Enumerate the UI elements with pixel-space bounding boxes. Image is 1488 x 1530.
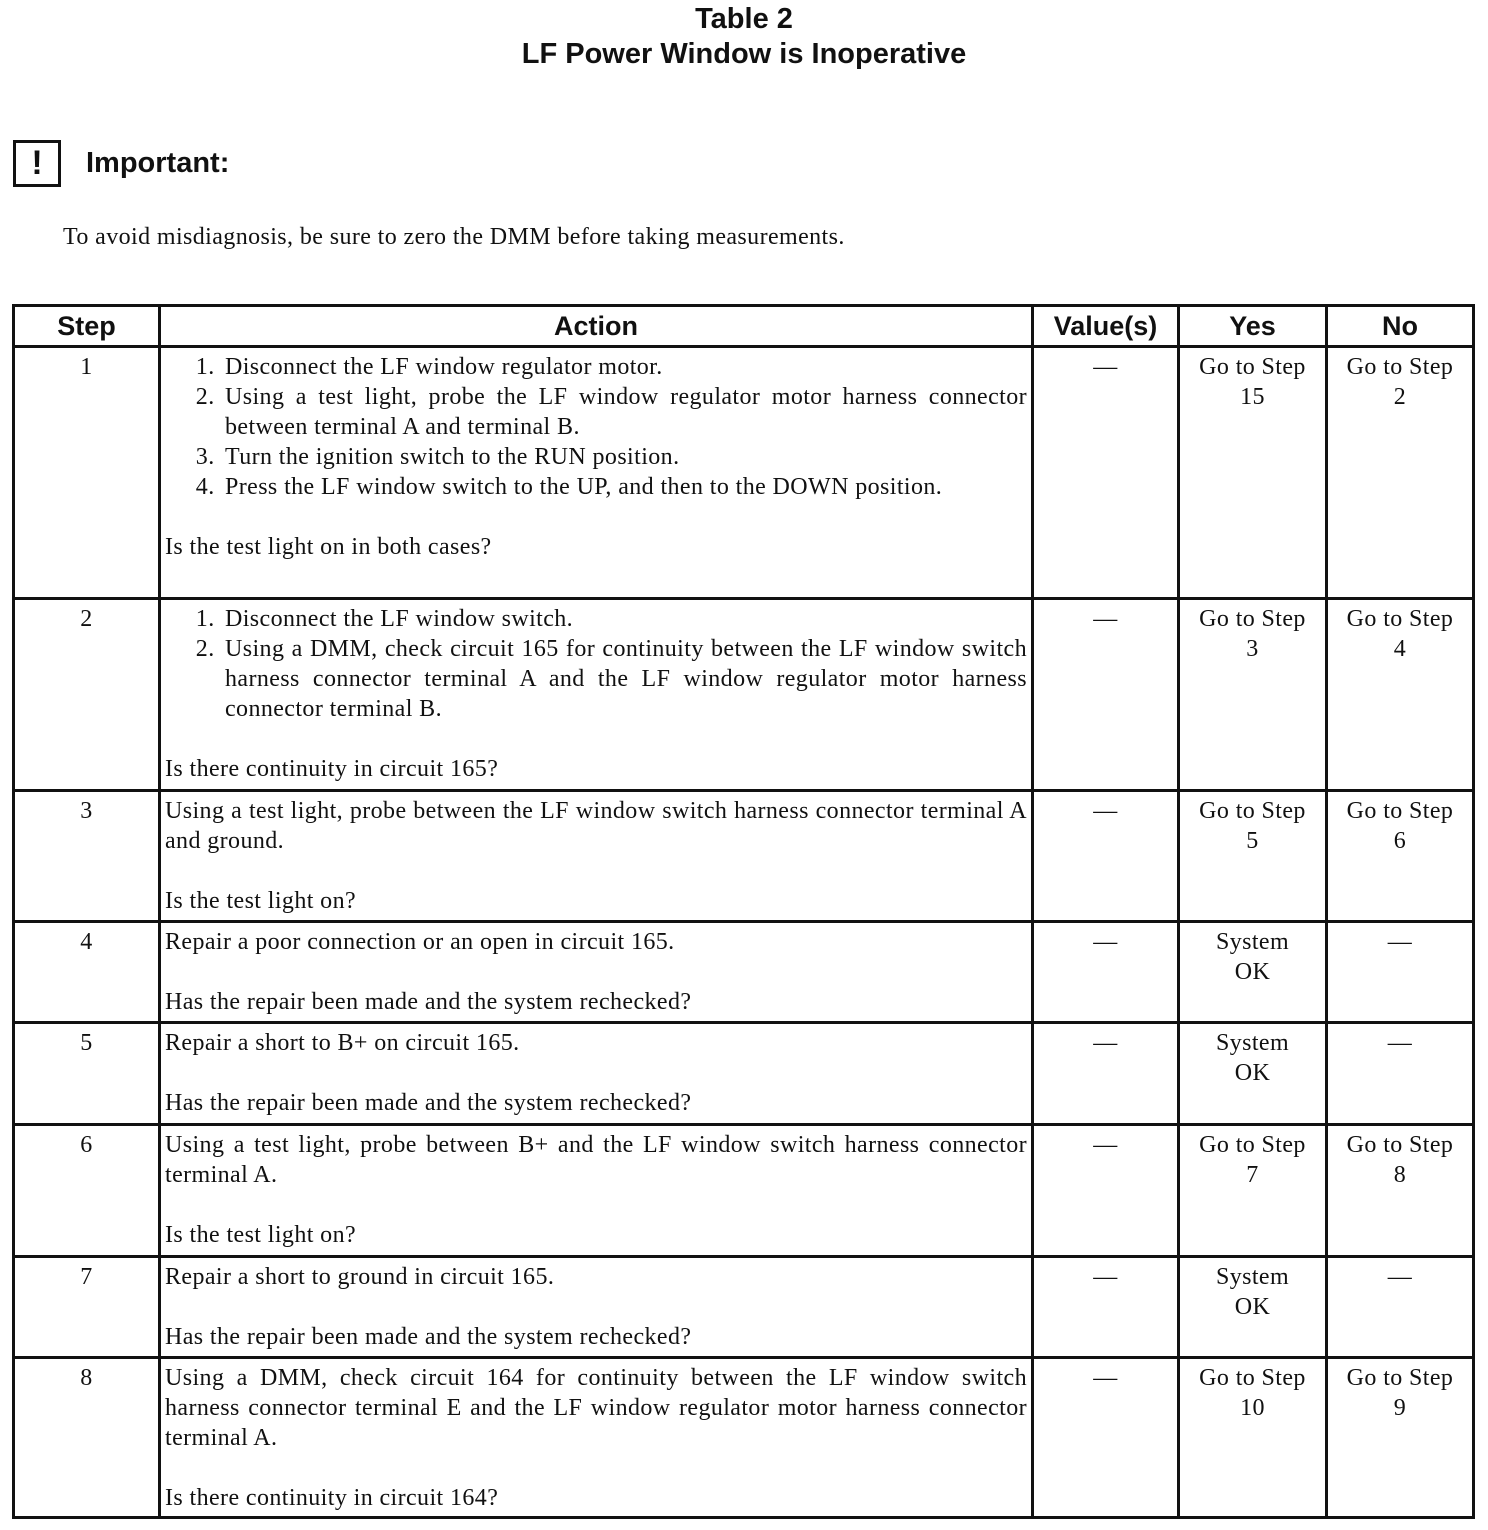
no-line: 6	[1393, 828, 1407, 854]
no-line: —	[1387, 1264, 1413, 1290]
yes-cell	[1179, 599, 1327, 791]
step-question: Is the test light on?	[165, 1222, 357, 1248]
important-note: To avoid misdiagnosis, be sure to zero the DMM before taking measurements.	[63, 224, 845, 250]
table-row	[14, 1125, 1474, 1257]
yes-line: Go to Step	[1199, 606, 1306, 632]
yes-line: OK	[1234, 1294, 1271, 1320]
yes-cell	[1179, 1257, 1327, 1358]
action-cell	[160, 1023, 1033, 1125]
table-row	[14, 791, 1474, 922]
header-action: Action	[160, 306, 1033, 347]
action-cell	[160, 922, 1033, 1023]
value-cell: —	[1033, 347, 1179, 599]
value-cell: —	[1033, 922, 1179, 1023]
step-number: 6	[14, 1125, 160, 1257]
yes-line: 10	[1240, 1395, 1265, 1421]
step-question: Has the repair been made and the system rechecked?	[165, 989, 692, 1015]
yes-line: Go to Step	[1199, 1132, 1306, 1158]
substep: 2. Using a DMM, check circuit 165 for continuity between the LF window switch harness connector terminal A and the LF window regulator motor harness connector terminal B.	[221, 634, 1027, 724]
value-cell: —	[1033, 1125, 1179, 1257]
diagnostic-table	[12, 304, 1475, 1519]
yes-line: System	[1215, 1264, 1290, 1290]
table-row	[14, 1023, 1474, 1125]
yes-line: System	[1215, 1030, 1290, 1056]
step-number: 1	[14, 347, 160, 599]
yes-cell	[1179, 1023, 1327, 1125]
no-line: —	[1387, 1030, 1413, 1056]
step-number: 7	[14, 1257, 160, 1358]
yes-line: System	[1215, 929, 1290, 955]
header-step: Step	[14, 306, 160, 347]
yes-line: 3	[1246, 636, 1259, 662]
yes-line: Go to Step	[1199, 354, 1306, 380]
yes-cell	[1179, 1125, 1327, 1257]
table-number-title: Table 2	[695, 3, 793, 35]
no-cell	[1327, 347, 1474, 599]
yes-cell	[1179, 347, 1327, 599]
header-yes: Yes	[1179, 306, 1327, 347]
no-line: 9	[1393, 1395, 1407, 1421]
value-cell: —	[1033, 1257, 1179, 1358]
no-line: 2	[1393, 384, 1407, 410]
action-text: Using a test light, probe between B+ and the LF window switch harness connector terminal A.	[165, 1132, 1027, 1188]
no-line: Go to Step	[1346, 606, 1454, 632]
step-number: 2	[14, 599, 160, 791]
step-question: Has the repair been made and the system rechecked?	[165, 1324, 692, 1350]
important-label: Important:	[86, 147, 230, 179]
no-line: 4	[1393, 636, 1407, 662]
action-cell	[160, 599, 1033, 791]
yes-line: 7	[1246, 1162, 1259, 1188]
header-values: Value(s)	[1033, 306, 1179, 347]
value-cell: —	[1033, 791, 1179, 922]
table-row	[14, 1358, 1474, 1518]
step-question: Has the repair been made and the system rechecked?	[165, 1090, 692, 1116]
substep: 4. Press the LF window switch to the UP, and then to the DOWN position.	[221, 472, 1027, 502]
action-cell	[160, 1358, 1033, 1518]
substep: 3. Turn the ignition switch to the RUN position.	[221, 442, 1027, 472]
table-row	[14, 1257, 1474, 1358]
yes-line: 15	[1240, 384, 1265, 410]
action-cell	[160, 347, 1033, 599]
no-cell	[1327, 922, 1474, 1023]
no-line: Go to Step	[1346, 798, 1454, 824]
step-number: 3	[14, 791, 160, 922]
yes-line: OK	[1234, 959, 1271, 985]
step-question: Is there continuity in circuit 164?	[165, 1485, 499, 1511]
no-line: —	[1387, 929, 1413, 955]
yes-cell	[1179, 1358, 1327, 1518]
step-number: 4	[14, 922, 160, 1023]
action-text: Repair a short to B+ on circuit 165.	[165, 1030, 520, 1056]
table-row	[14, 922, 1474, 1023]
action-cell	[160, 1257, 1033, 1358]
substep-list	[165, 352, 1027, 502]
action-cell	[160, 1125, 1033, 1257]
step-number: 5	[14, 1023, 160, 1125]
table-row	[14, 347, 1474, 599]
no-line: Go to Step	[1346, 1132, 1454, 1158]
substep: 1. Disconnect the LF window switch.	[221, 604, 1027, 634]
action-text: Using a DMM, check circuit 164 for continuity between the LF window switch harness connector terminal E and the LF window regulator motor harness connector terminal A.	[165, 1365, 1027, 1451]
no-cell	[1327, 599, 1474, 791]
table-header-row	[14, 306, 1474, 347]
yes-line: 5	[1246, 828, 1259, 854]
action-text: Repair a poor connection or an open in circuit 165.	[165, 929, 675, 955]
yes-cell	[1179, 922, 1327, 1023]
step-question: Is the test light on?	[165, 888, 357, 914]
yes-line: Go to Step	[1199, 798, 1306, 824]
header-no: No	[1327, 306, 1474, 347]
no-cell	[1327, 791, 1474, 922]
action-text: Repair a short to ground in circuit 165.	[165, 1264, 555, 1290]
substep: 2. Using a test light, probe the LF window regulator motor harness connector between terminal A and terminal B.	[221, 382, 1027, 442]
action-text: Using a test light, probe between the LF window switch harness connector terminal A and ground.	[165, 798, 1027, 854]
no-line: Go to Step	[1346, 1365, 1454, 1391]
substep-list	[165, 604, 1027, 724]
no-line: Go to Step	[1346, 354, 1454, 380]
no-cell	[1327, 1125, 1474, 1257]
value-cell: —	[1033, 1023, 1179, 1125]
exclamation-icon: !	[13, 140, 61, 187]
no-cell	[1327, 1023, 1474, 1125]
value-cell: —	[1033, 1358, 1179, 1518]
action-cell	[160, 791, 1033, 922]
step-question: Is there continuity in circuit 165?	[165, 756, 499, 782]
step-number: 8	[14, 1358, 160, 1518]
page-title: LF Power Window is Inoperative	[521, 38, 967, 70]
no-line: 8	[1393, 1162, 1407, 1188]
no-cell	[1327, 1358, 1474, 1518]
yes-cell	[1179, 791, 1327, 922]
yes-line: OK	[1234, 1060, 1271, 1086]
table-row	[14, 599, 1474, 791]
no-cell	[1327, 1257, 1474, 1358]
substep: 1. Disconnect the LF window regulator motor.	[221, 352, 1027, 382]
value-cell: —	[1033, 599, 1179, 791]
step-question: Is the test light on in both cases?	[165, 534, 492, 560]
yes-line: Go to Step	[1199, 1365, 1306, 1391]
